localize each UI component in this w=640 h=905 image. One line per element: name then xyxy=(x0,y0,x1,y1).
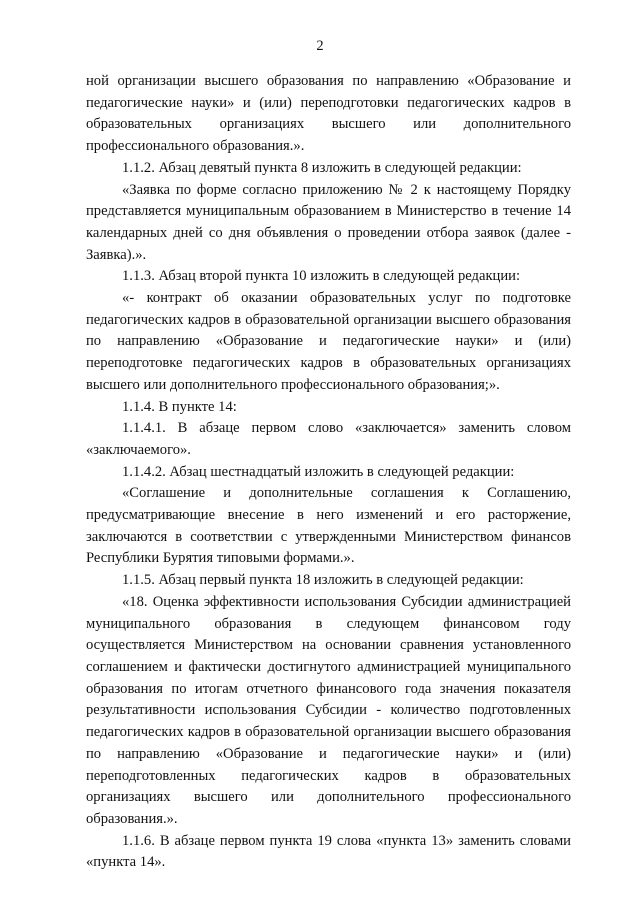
paragraph: 1.1.4.2. Абзац шестнадцатый изложить в следующей редакции: xyxy=(122,463,515,480)
paragraph: 1.1.3. Абзац второй пункта 10 изложить в следующей редакции: xyxy=(122,268,521,285)
document-body xyxy=(86,71,571,874)
paragraph: 1.1.4.1. В абзаце первом слово «заключается» заменить словом «заключаемого». xyxy=(86,420,571,458)
paragraph: 1.1.2. Абзац девятый пункта 8 изложить в следующей редакции: xyxy=(122,159,522,176)
paragraph: «Заявка по форме согласно приложению № 2 к настоящему Порядку представляется муниципальным образованием в Министерство в течение 14 календарных дней со дня объявления о проведении отбора заявок (далее - Заявка).». xyxy=(86,181,571,263)
paragraph: «18. Оценка эффективности использования Субсидии администрацией муниципального образования в следующем финансовом году осуществляется Министерством на основании сравнения установленного соглашением и фактически достигнутого администрацией муниципального образования по итогам отчетного финансового года значения показателя результативности использования Субсидии - количество подготовленных педагогических кадров в образовательной организации высшего образования по направлению «Образование и педагогические науки» и (или) переподготовленных педагогических кадров в образовательных организациях высшего или дополнительного профессионального образования.». xyxy=(86,593,571,827)
page-number: 2 xyxy=(316,38,324,54)
paragraph: 1.1.4. В пункте 14: xyxy=(122,398,237,415)
paragraph: ной организации высшего образования по направлению «Образование и педагогические науки» и (или) переподготовки педагогических кадров в образовательных организациях высшего или дополнительного профессионального образования.». xyxy=(86,73,571,155)
paragraph: «Соглашение и дополнительные соглашения к Соглашению, предусматривающие внесение в него изменений и его расторжение, заключаются в соответствии с утвержденными Министерством финансов Республики Бурятия типовыми формами.». xyxy=(86,485,571,567)
paragraph: 1.1.6. В абзаце первом пункта 19 слова «пункта 13» заменить словами «пункта 14». xyxy=(86,832,571,871)
paragraph: 1.1.5. Абзац первый пункта 18 изложить в следующей редакции: xyxy=(122,572,524,589)
paragraph: «- контракт об оказании образовательных услуг по подготовке педагогических кадров в образовательной организации высшего образования по направлению «Образование и педагогические науки» и (или) переподготовке педагогических кадров в образовательных организациях высшего или дополнительного профессионального образования;». xyxy=(86,290,571,393)
